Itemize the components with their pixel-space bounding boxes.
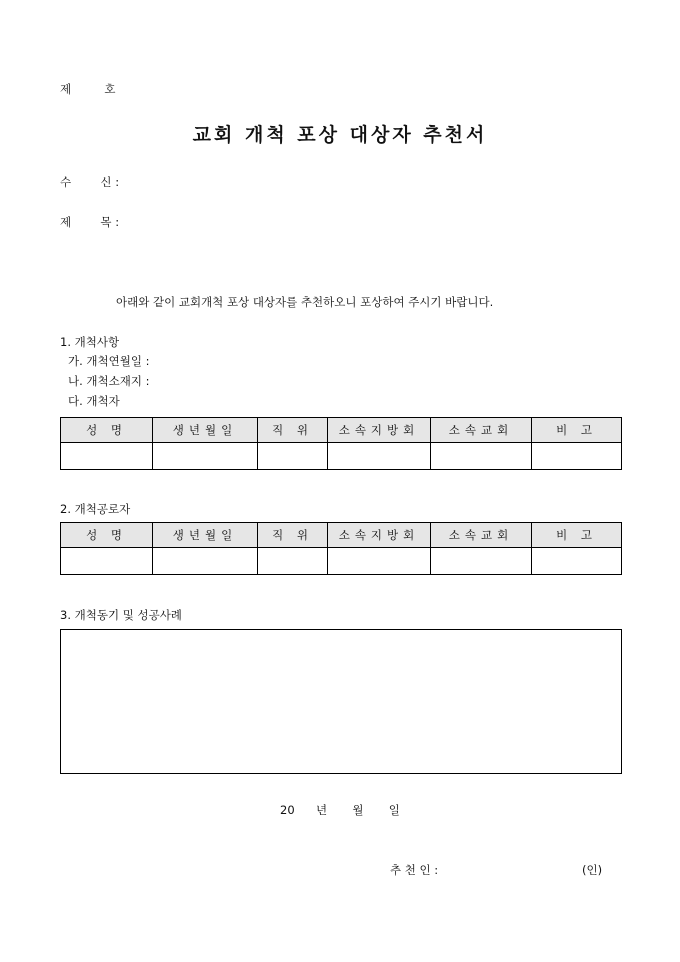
date-day-label: 일 <box>388 803 400 817</box>
table-header-row <box>61 523 622 548</box>
subject-line <box>60 214 119 230</box>
section1-heading: 1. 개척사항 <box>60 335 120 349</box>
section3-heading: 3. 개척동기 및 성공사례 <box>60 608 182 622</box>
date-year-label: 년 <box>315 803 328 817</box>
section1-item-founder: 다. 개척자 <box>68 394 120 408</box>
cell-birthdate[interactable] <box>153 548 258 575</box>
cell-church[interactable] <box>431 548 532 575</box>
col-header-name: 성 명 <box>61 418 153 443</box>
col-header-remarks: 비 고 <box>532 418 622 443</box>
recommender-label: 추 천 인 : <box>390 863 439 877</box>
col-header-birthdate: 생년월일 <box>153 418 258 443</box>
cell-position[interactable] <box>258 443 328 470</box>
date-line <box>280 802 400 818</box>
founder-table <box>60 417 622 470</box>
cell-name[interactable] <box>61 443 153 470</box>
date-month-label: 월 <box>352 803 364 817</box>
recipient-label-a: 수 <box>60 175 72 189</box>
recipient-label-b: 신 <box>100 175 112 189</box>
cell-name[interactable] <box>61 548 153 575</box>
cell-district[interactable] <box>328 443 431 470</box>
col-header-church: 소속교회 <box>431 523 532 548</box>
col-header-church: 소속교회 <box>431 418 532 443</box>
intro-text: 아래와 같이 교회개척 포상 대상자를 추천하오니 포상하여 주시기 바랍니다. <box>116 295 494 309</box>
col-header-position: 직 위 <box>258 523 328 548</box>
recipient-line <box>60 174 119 190</box>
subject-colon: : <box>115 215 120 229</box>
section1-item-date: 가. 개척연월일 : <box>68 354 150 368</box>
subject-label-b: 목 <box>100 215 112 229</box>
col-header-position: 직 위 <box>258 418 328 443</box>
col-header-district: 소속지방회 <box>328 523 431 548</box>
cell-birthdate[interactable] <box>153 443 258 470</box>
col-header-name: 성 명 <box>61 523 153 548</box>
seal-mark: (인) <box>582 863 603 877</box>
doc-number-label: 제 <box>60 82 72 96</box>
cell-position[interactable] <box>258 548 328 575</box>
subject-label-a: 제 <box>60 215 72 229</box>
doc-number <box>60 81 116 97</box>
table-row <box>61 548 622 575</box>
table-row <box>61 443 622 470</box>
col-header-birthdate: 생년월일 <box>153 523 258 548</box>
cell-district[interactable] <box>328 548 431 575</box>
section1-item-location: 나. 개척소재지 : <box>68 374 150 388</box>
section2-heading: 2. 개척공로자 <box>60 502 131 516</box>
recipient-colon: : <box>115 175 120 189</box>
cell-church[interactable] <box>431 443 532 470</box>
date-year-prefix: 20 <box>280 803 295 817</box>
col-header-remarks: 비 고 <box>532 523 622 548</box>
motivation-textbox[interactable] <box>60 629 622 774</box>
cell-remarks[interactable] <box>532 548 622 575</box>
contributor-table <box>60 522 622 575</box>
page-title: 교회 개척 포상 대상자 추천서 <box>192 124 488 146</box>
col-header-district: 소속지방회 <box>328 418 431 443</box>
cell-remarks[interactable] <box>532 443 622 470</box>
table-header-row <box>61 418 622 443</box>
doc-number-suffix: 호 <box>104 82 116 96</box>
